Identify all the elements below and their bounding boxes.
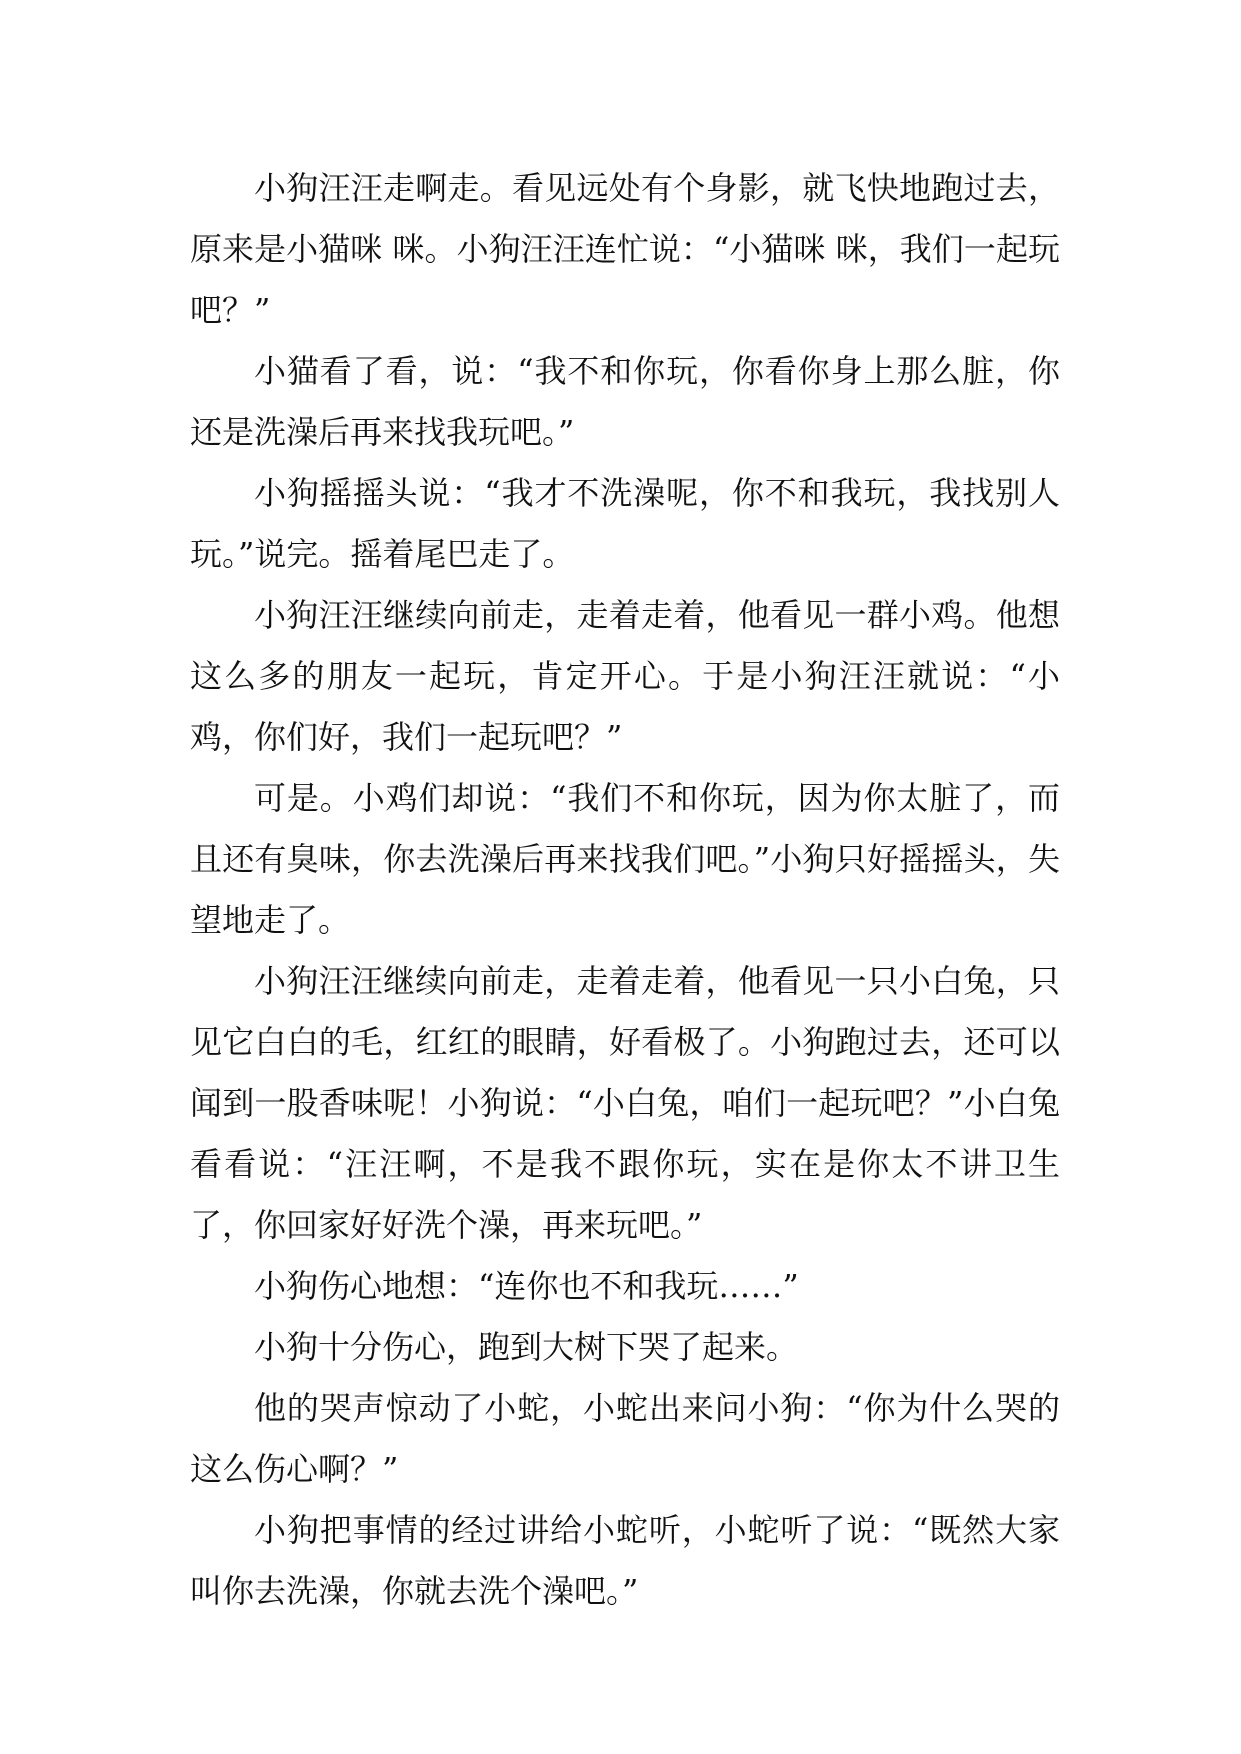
- paragraph-6: 小狗汪汪继续向前走，走着走着，他看见一只小白兔，只见它白白的毛，红红的眼睛，好看极了。小狗跑过去，还可以闻到一股香味呢！小狗说：“小白兔，咱们一起玩吧？”小白兔看看说：“汪汪啊，不是我不跟你玩，实在是你太不讲卫生了，你回家好好洗个澡，再来玩吧。”: [190, 962, 1060, 1244]
- paragraph-9: 他的哭声惊动了小蛇，小蛇出来问小狗：“你为什么哭的这么伤心啊？”: [190, 1389, 1060, 1488]
- paragraph-5: 可是。小鸡们却说：“我们不和你玩，因为你太脏了，而且还有臭味，你去洗澡后再来找我们吧。”小狗只好摇摇头，失望地走了。: [190, 779, 1060, 939]
- paragraph-3: 小狗摇摇头说：“我才不洗澡呢，你不和我玩，我找别人玩。”说完。摇着尾巴走了。: [190, 474, 1060, 573]
- paragraph-2: 小猫看了看，说：“我不和你玩，你看你身上那么脏，你还是洗澡后再来找我玩吧。”: [190, 352, 1060, 451]
- paragraph-8: 小狗十分伤心，跑到大树下哭了起来。: [254, 1328, 799, 1366]
- paragraph-7: 小狗伤心地想：“连你也不和我玩……”: [254, 1267, 799, 1305]
- paragraph-4: 小狗汪汪继续向前走，走着走着，他看见一群小鸡。他想这么多的朋友一起玩，肯定开心。于是小狗汪汪就说：“小鸡，你们好，我们一起玩吧？”: [190, 596, 1060, 756]
- story-text: [190, 158, 1060, 1622]
- paragraph-1: 小狗汪汪走啊走。看见远处有个身影，就飞快地跑过去，原来是小猫咪 咪。小狗汪汪连忙说：“小猫咪 咪，我们一起玩吧？”: [190, 169, 1060, 329]
- paragraph-10: 小狗把事情的经过讲给小蛇听，小蛇听了说：“既然大家叫你去洗澡，你就去洗个澡吧。”: [190, 1511, 1060, 1610]
